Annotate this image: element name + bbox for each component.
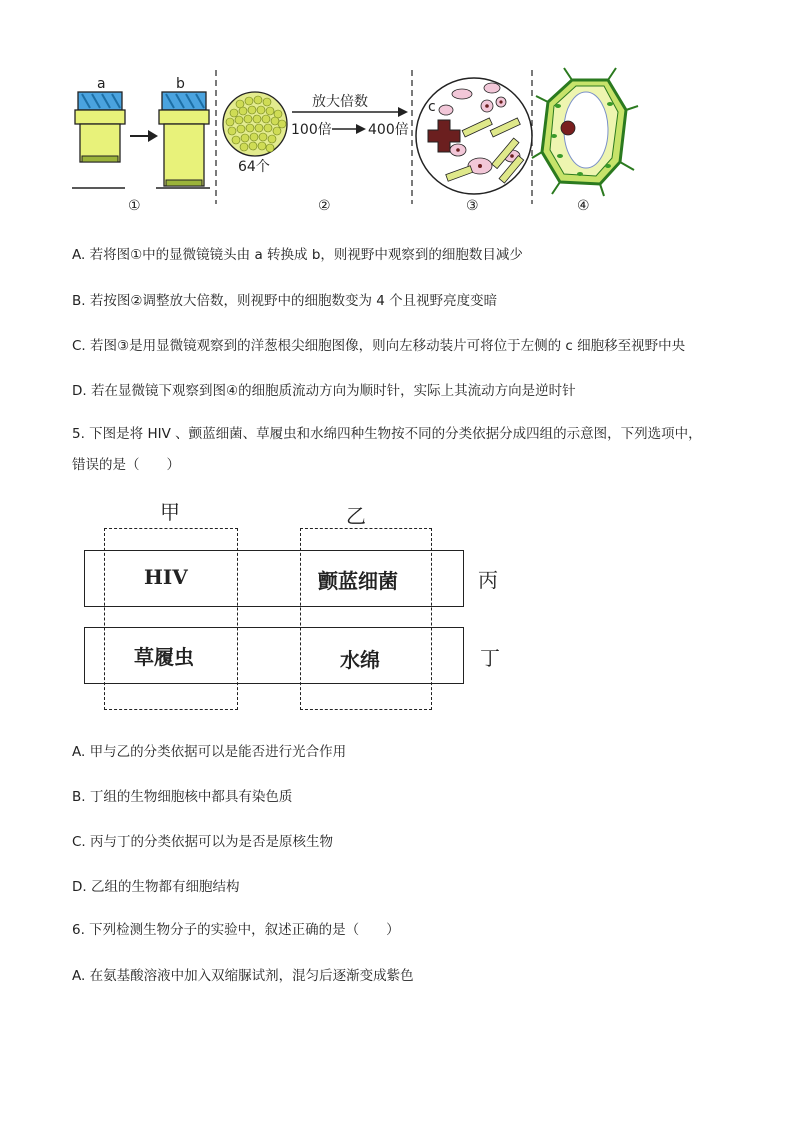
q5-stem-line1: 5. 下图是将 HIV 、颤蓝细菌、草履虫和水绵四种生物按不同的分类依据分成四组的示意图，下列选项中， [72,426,702,442]
q5-option-d: D. 乙组的生物都有细胞结构 [72,879,240,895]
panel-number-3: ③ [466,198,479,214]
objective-lens-b [156,92,210,188]
objective-lens-a [72,92,125,188]
panel-number-2: ② [318,198,331,214]
row-label-ding: 丁 [480,646,500,670]
cell-hiv: HIV [144,565,188,589]
q5-option-b: B. 丁组的生物细胞核中都具有染色质 [72,789,293,805]
field-of-view-root-tip [416,78,532,194]
cell-shuimian: 水绵 [340,648,380,672]
label-magnification: 放大倍数 [312,94,368,110]
q4-option-c: C. 若图③是用显微镜观察到的洋葱根尖细胞图像，则向左移动装片可将位于左侧的 c 细胞移至视野中央 [72,338,686,354]
q5-stem-line2: 错误的是（ ） [72,457,180,473]
cell-caolvchong: 草履虫 [134,645,194,669]
q5-option-a: A. 甲与乙的分类依据可以是能否进行光合作用 [72,744,347,760]
col-label-jia: 甲 [160,500,180,524]
plant-cell [532,68,638,196]
q4-option-b: B. 若按图②调整放大倍数，则视野中的细胞数变为 4 个且视野亮度变暗 [72,293,498,309]
label-100x: 100倍 [291,122,332,138]
q6-option-a: A. 在氨基酸溶液中加入双缩脲试剂，混匀后逐渐变成紫色 [72,968,414,984]
col-label-yi: 乙 [346,504,366,528]
arrow-a-to-b [130,130,158,142]
panel-number-4: ④ [577,198,590,214]
row-label-bing: 丙 [478,568,498,592]
cell-chanlan-xijun: 颤蓝细菌 [318,569,398,593]
label-c: c [428,99,436,115]
field-of-view-64-cells [223,92,287,156]
label-64-cells: 64个 [238,159,270,175]
q4-option-a: A. 若将图①中的显微镜镜头由 a 转换成 b，则视野中观察到的细胞数目减少 [72,247,523,263]
label-b: b [176,76,185,92]
q6-stem: 6. 下列检测生物分子的实验中，叙述正确的是（ ） [72,922,400,938]
q5-option-c: C. 丙与丁的分类依据可以为是否是原核生物 [72,834,334,850]
group-bing-box [84,550,464,607]
label-a: a [97,76,106,92]
panel-number-1: ① [128,198,141,214]
q4-option-d: D. 若在显微镜下观察到图④的细胞质流动方向为顺时针，实际上其流动方向是逆时针 [72,383,576,399]
label-400x: 400倍 [368,122,409,138]
